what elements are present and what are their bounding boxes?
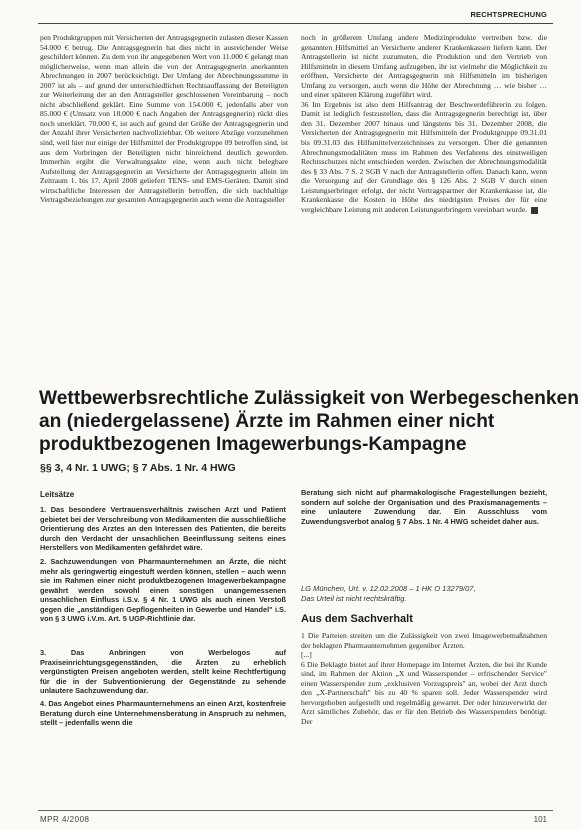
title-line: an (niedergelassene) Ärzte im Rahmen einer nicht bbox=[39, 411, 495, 432]
leitsaetze-heading: Leitsätze bbox=[40, 490, 75, 499]
end-of-article-mark-icon bbox=[531, 207, 538, 214]
paragraph-last bbox=[301, 100, 547, 215]
citation-line: LG München, Urt. v. 12.02.2008 – 1 HK O 13279/07, bbox=[301, 584, 476, 593]
body-column-right-top bbox=[301, 33, 547, 214]
section-header: RECHTSPRECHUNG bbox=[470, 10, 547, 19]
title-line: produktbezogenen Imagewerbungs-Kampagne bbox=[39, 434, 467, 455]
court-citation bbox=[301, 584, 547, 604]
leitsatz-continued: Beratung sich nicht auf pharmakologische Fragestellungen bezieht, sondern auf solche der Organisation und des Praxismanagements – eine unlautere Zuwendung dar. Ein Ausschluss vom Zuwendungsverbot analog § 7 Abs. 1 Nr. 4 HWG scheidet daher aus. bbox=[301, 488, 547, 526]
journal-issue: MPR 4/2008 bbox=[40, 815, 90, 824]
body-column-left-top bbox=[40, 33, 288, 205]
header-rule bbox=[38, 23, 553, 24]
paragraph: 6 Die Beklagte bietet auf ihrer Homepage im Internet Ärzten, die bei ihr Kunde sind, im Rahmen der Aktion „X und Wasserspender – erfrischender Service" einen Wasserspender zum „exklusiven Vorzugspreis" an, wobei der Arzt durch den „X-Partnerschaft" bis zu 40 % sparen soll. Jeder Wasserspender wird hervorgehoben aufgestellt und regelmäßig gewartet. Der oder hinzuverwirkt der Arzt sämtliches Zubehör, das er für den Betrieb des Wasserspenders benötigt. Der bbox=[301, 659, 547, 726]
footer-rule bbox=[38, 810, 553, 811]
paragraph-text: 36 Im Ergebnis ist also dem Hilfsantrag der Beschwerdeführerin zu folgen. Damit ist lediglich festzustellen, dass die Antragsgegnerin berechtigt ist, über den 31. Dezember 2007 hinaus und längstens bis 31. Dezember 2008, die Versicherten der Antragsgegnerin mit Hilfsmitteln der Produktgruppe 09.31.01 bis 09.31.03 des Hilfsmittelverzeichnisses zu versorgen. Über die genannten Abrechnungsmodalitäten muss im Rahmen des Verfahrens des einstweiligen Rechtsschutzes nicht entschieden werden. Zwischen der Abrechnungsmodalität des § 33 Abs. 7 S. 2 SGB V nach der Antragstellerin offen. Danach kann, wenn die Versorgung auf der Grundlage des § 126 Abs. 2 SGB V durch einen Leistungserbringer erfolgt, der nicht Vertragspartner der Krankenkasse ist, die Krankenkasse die Kosten in Höhe des niedrigsten Preises der für eine vergleichbare Leistung mit anderen Leistungserbringern vereinbart wurde. bbox=[301, 99, 547, 214]
paragraph: noch in größerem Umfang andere Medizinprodukte vertreiben bzw. die genannten Hilfsmittel an Versicherte anderer Krankenkassen liefern kann. Der Antragstellerin ist nicht zuzumuten, die Produktion und den Vertrieb von Hilfsmitteln in diesem Umfang aufzugeben, ihr ist vielmehr die Möglichkeit zu eröffnen, Versicherte der Antragsgegnerin mit Hilfsmitteln im bisherigen Umfang zu versorgen, auch wenn die Höhe der Abrechnung … wie bisher … und einer späteren Klärung zugeführt wird. bbox=[301, 33, 547, 100]
paragraph: 1 Die Parteien streiten um die Zulässigkeit von zwei Imagewerbemaßnahmen der beklagten Pharmaunternehmen gegenüber Ärzten. bbox=[301, 631, 547, 650]
page-number: 101 bbox=[533, 815, 547, 824]
section-heading: Aus dem Sachverhalt bbox=[301, 613, 413, 625]
citation-line: Das Urteil ist nicht rechtskräftig. bbox=[301, 594, 407, 603]
body-column-right-bottom bbox=[301, 631, 547, 726]
paragraph: pen Produktgruppen mit Versicherten der Antragsgegnerin zulasten dieser Kassen 54.000 € betrug. Die Antragsgegnerin hat dies nicht in ausreichender Weise geschildert können. Zu dem von ihr angegebenen Wert von 11.000 € gelangt man möglicherweise, wenn man allein die von der Antragsgegnerin anerkannten Abrechnungen in 2007 berücksichtigt. Der Umfang der Abrechnungssumme in 2007 ist als – auf grund der unterschiedlichen Rechtsauffassung der Beteiligten zur Weiterleitung der an den Antragsteller geschlossenen Vereinbarung – noch nicht abschließend geklärt. Eine Summe von 154.000 €, jedenfalls aber von 85.000 € (Umsatz von 18.000 € nach Angaben der Antragsgegnerin) rückt dies noch unerklärt. 70.000 €, ist auch auf grund der Größe der Antragsgegnerin und der Anzahl ihrer Versicherten nachvollziehbar. Ob weitere Abzüge vorzunehmen sind, weil hier nur einige der Hilfsmittel der Produktgruppe 09 betroffen sind, ist aus dem Vorbringen der Beteiligten nicht hinreichend deutlich geworden. Immerhin ergibt die Verwaltungsakte eine, wenn auch nicht belegbare Aufstellung der Antragsgegnerin an Versicherte der Antragsgegnerin allein im Zeitraum 1. bis 17. April 2008 geliefert TENS- und EMS-Geräten. Damit sind wirtschaftliche Interessen der Antragstellerin betroffen, die sich nachhaltige Vertragsbeziehungen zur gesamten Antragsgegnerin auch wenn die Antragsteller bbox=[40, 33, 288, 205]
title-line: Wettbewerbsrechtliche Zulässigkeit von Werbegeschenken bbox=[39, 388, 579, 409]
leitsatz-item: 2. Sachzuwendungen von Pharmaunternehmen an Ärzte, die nicht mehr als geringwertig eingestuft werden können, stellen – auch wenn sie im Rahmen einer nicht produktbezogenen Imagewerbekampagne gewährt werden sowohl einen sonstigen unangemessenen unsachlichen Einfluss i.S.v. § 4 Nr. 1 UWG als auch einen Verstoß gegen die „anständigen Gepflogenheiten in Gewerbe und Handel" i.S. von § 3 UWG i.V.m. Art. 5 UGP-Richtlinie dar. bbox=[40, 557, 286, 623]
leitsatz-item: 3. Das Anbringen von Werbelogos auf Praxiseinrichtungsgegenständen, die Ärzten zu erheblich vergünstigten Preisen angeboten werden, stellt keine Rechtfertigung für die in der Subventionierung der Gegenstände zu sehende unlautere Sachzuwendung dar. bbox=[40, 648, 286, 695]
omission-marker: [...] bbox=[301, 650, 312, 660]
leitsatz-item: 1. Das besondere Vertrauensverhältnis zwischen Arzt und Patient gebietet bei der Verschreibung von Medikamenten die ausschließliche Orientierung des Arztes an den Interessen des Patienten, die bereits durch den Verdacht der unsachlichen Beeinflussung seitens eines Herstellers von Medikamenten gefährdet wäre. bbox=[40, 505, 286, 552]
article-subtitle-norms: §§ 3, 4 Nr. 1 UWG; § 7 Abs. 1 Nr. 4 HWG bbox=[40, 462, 236, 474]
article-title bbox=[39, 387, 579, 456]
leitsatz-item: 4. Das Angebot eines Pharmaunternehmens an einen Arzt, kostenfreie Beratung durch eine Unternehmensberatung in Anspruch zu nehmen, stellt – jedenfalls wenn die bbox=[40, 699, 286, 727]
